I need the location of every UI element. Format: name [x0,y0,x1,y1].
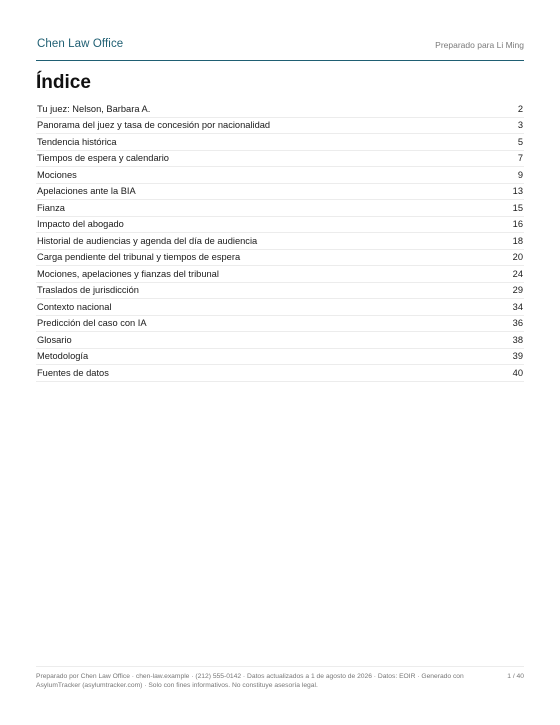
toc-entry-page: 7 [517,153,523,164]
toc-entry-label: Panorama del juez y tasa de concesión por nacionalidad [37,120,271,131]
page-title: Índice [36,72,91,93]
toc-entry-label: Traslados de jurisdicción [37,285,139,296]
toc-entry-label: Fuentes de datos [37,367,109,378]
toc-entry-label: Carga pendiente del tribunal y tiempos de espera [37,252,241,263]
toc-entry-label: Fianza [37,202,65,213]
prepared-for: Preparado para Li Ming [435,40,524,50]
toc-entry[interactable] [36,184,524,201]
toc-entry-page: 20 [512,252,523,263]
toc-entry[interactable] [36,316,524,333]
toc-entry-page: 18 [512,235,523,246]
toc-entry-label: Mociones [37,169,77,180]
toc-entry-label: Contexto nacional [37,301,112,312]
toc-entry-label: Glosario [37,334,72,345]
toc-entry-page: 24 [512,268,523,279]
toc-entry[interactable] [36,167,524,184]
toc-entry[interactable] [36,118,524,135]
toc-entry-page: 3 [517,120,523,131]
toc-entry-page: 38 [512,334,523,345]
toc-entry[interactable] [36,349,524,366]
toc-entry[interactable] [36,233,524,250]
toc-entry-label: Tu juez: Nelson, Barbara A. [37,103,151,114]
toc-entry[interactable] [36,134,524,151]
toc-entry-label: Historial de audiencias y agenda del día de audiencia [37,235,258,246]
toc-entry-page: 15 [512,202,523,213]
table-of-contents [36,101,524,382]
toc-entry[interactable] [36,250,524,267]
toc-entry-page: 40 [512,367,523,378]
toc-entry-page: 16 [512,219,523,230]
toc-entry[interactable] [36,283,524,300]
toc-entry[interactable] [36,299,524,316]
toc-entry-page: 34 [512,301,523,312]
toc-entry[interactable] [36,332,524,349]
toc-entry-label: Predicción del caso con IA [37,318,147,329]
page-indicator: 1 / 40 [507,673,524,680]
toc-entry-label: Tiempos de espera y calendario [37,153,169,164]
toc-entry-page: 29 [512,285,523,296]
toc-entry-page: 5 [517,136,523,147]
toc-entry-label: Tendencia histórica [37,136,117,147]
firm-name: Chen Law Office [37,38,124,50]
report-page [36,0,524,725]
toc-entry[interactable] [36,151,524,168]
page-footer [36,666,524,690]
toc-entry-label: Apelaciones ante la BIA [37,186,136,197]
toc-entry-page: 2 [517,103,523,114]
toc-entry[interactable] [36,266,524,283]
toc-entry-label: Impacto del abogado [37,219,124,230]
page-header [36,34,524,61]
toc-entry[interactable] [36,365,524,382]
toc-entry-page: 9 [517,169,523,180]
footer-text: Preparado por Chen Law Office · chen-law.example · (212) 555-0142 · Datos actualizados a 1 de agosto de 2026 · Datos: EOIR · Generado con AsylumTracker (asylumtracker.com) · Solo con fines informativos. No constituye asesoría legal. [36,673,464,690]
toc-entry-page: 13 [512,186,523,197]
toc-entry-page: 39 [512,351,523,362]
toc-entry[interactable] [36,101,524,118]
toc-entry-page: 36 [512,318,523,329]
toc-entry-label: Mociones, apelaciones y fianzas del tribunal [37,268,219,279]
toc-entry[interactable] [36,200,524,217]
toc-entry[interactable] [36,217,524,234]
toc-entry-label: Metodología [37,351,89,362]
